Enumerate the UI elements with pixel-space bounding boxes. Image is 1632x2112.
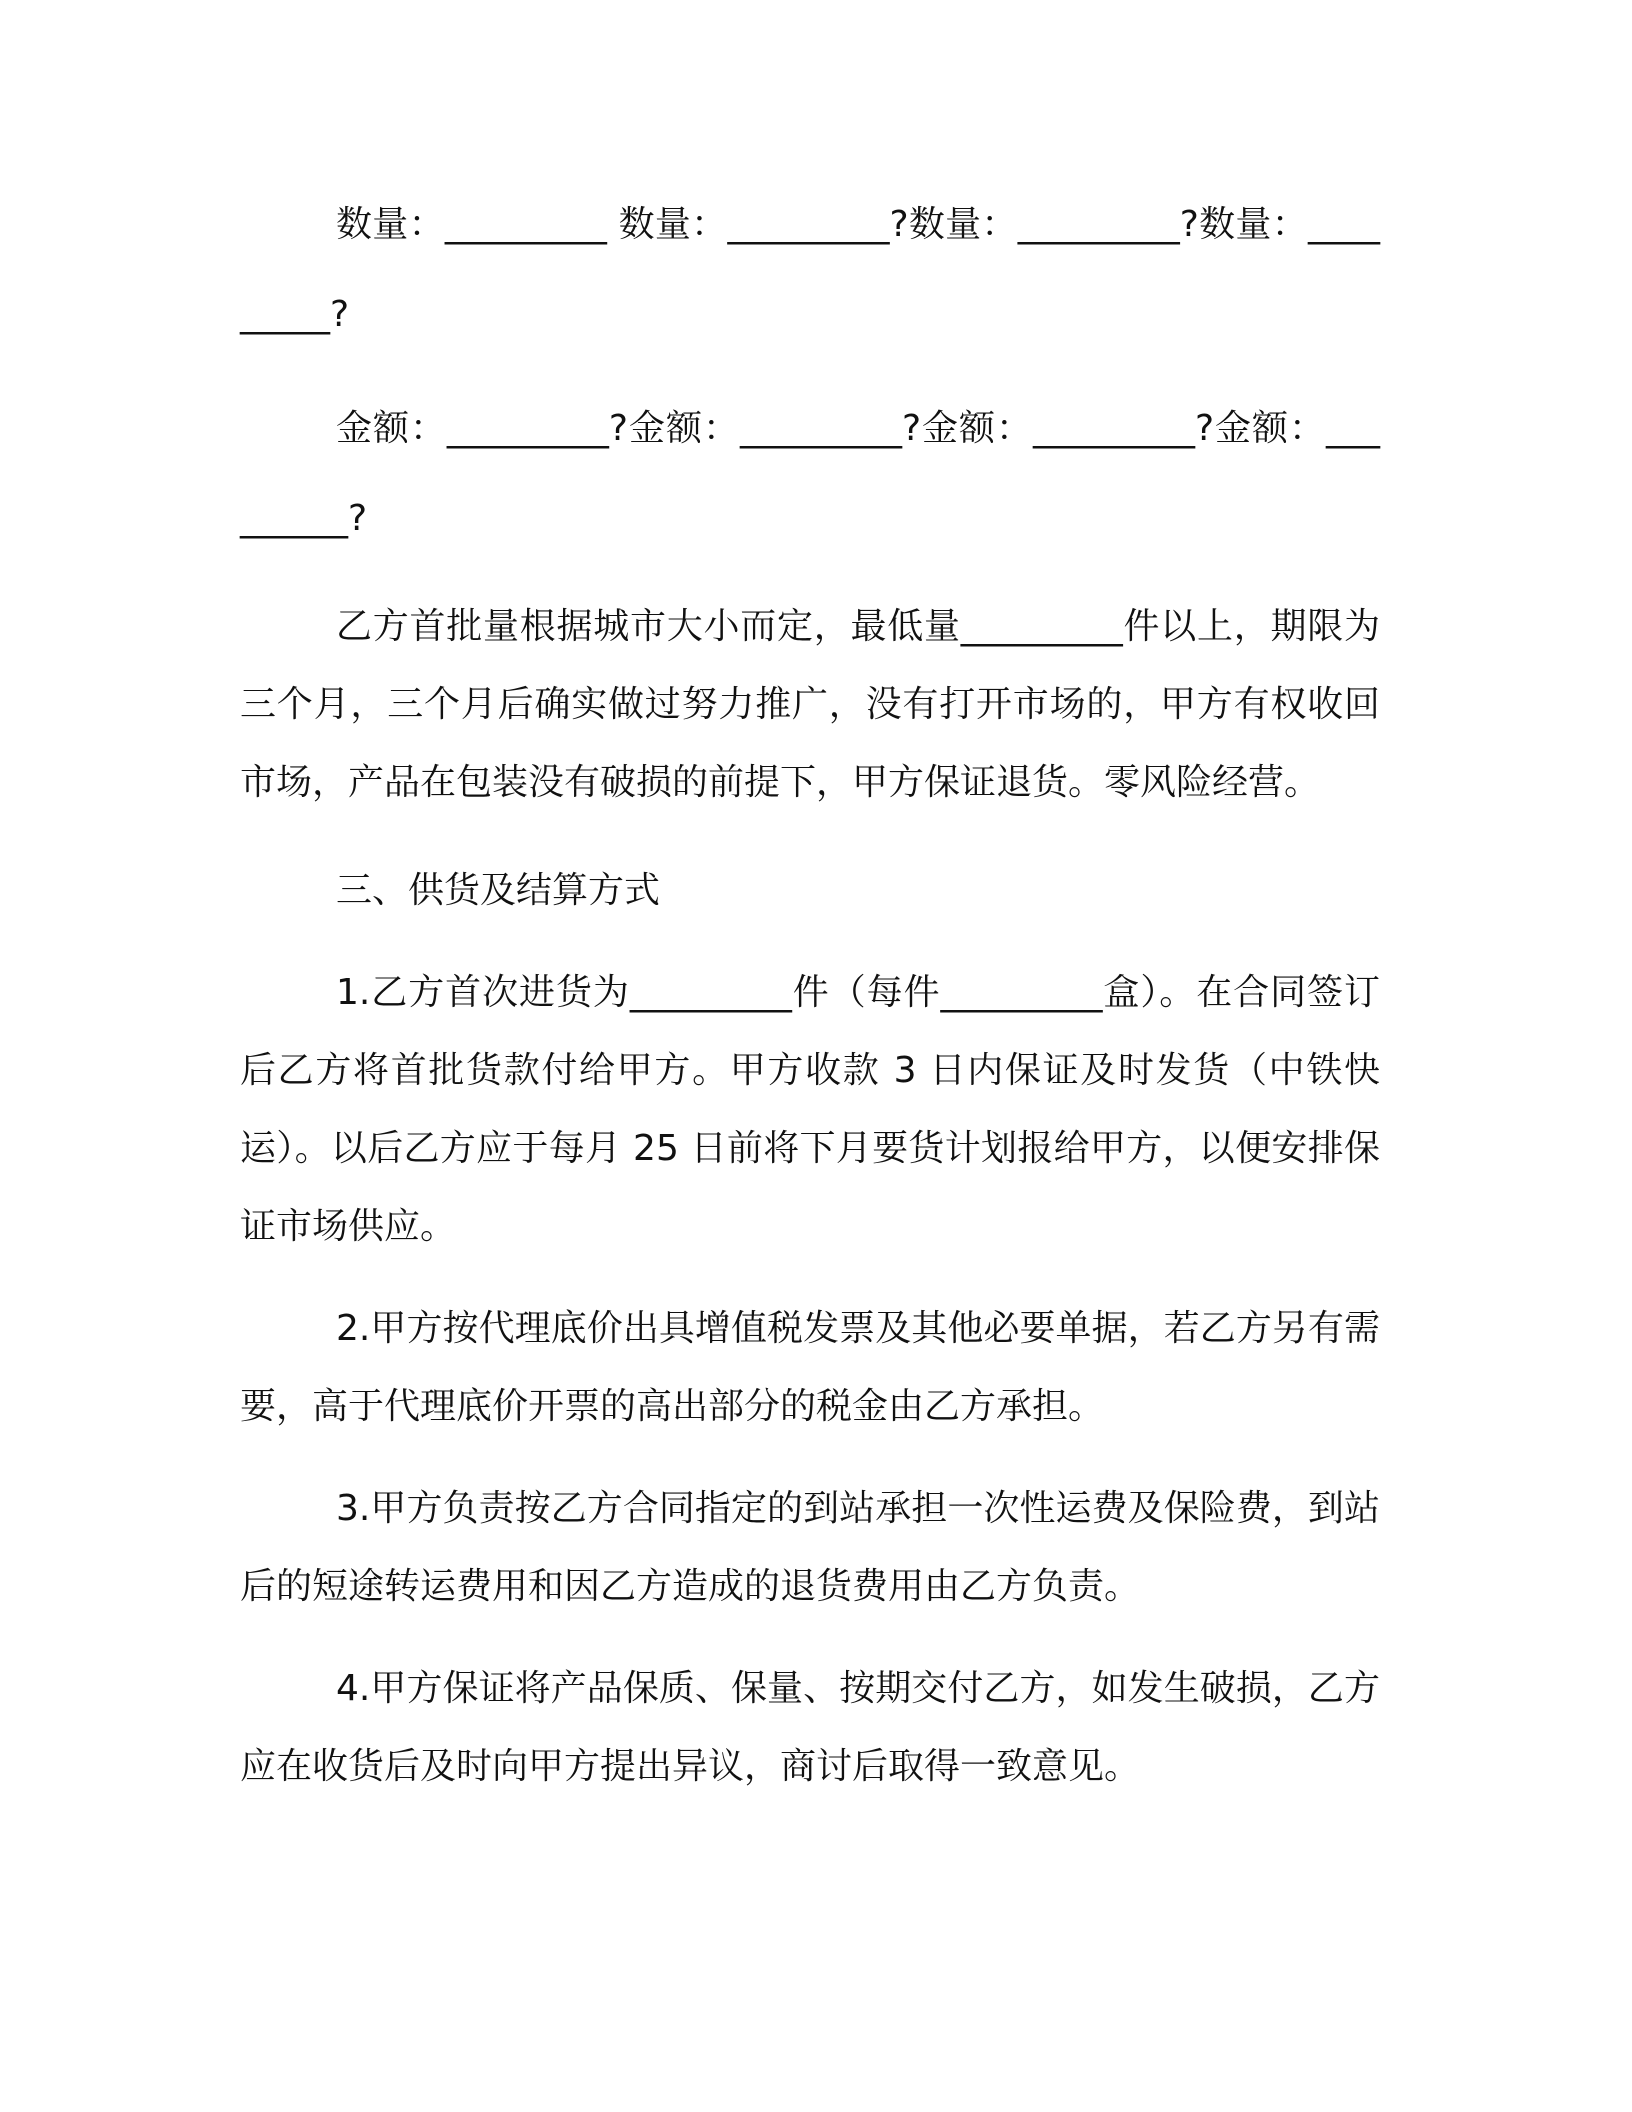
clause-2: 2.甲方按代理底价出具增值税发票及其他必要单据，若乙方另有需要，高于代理底价开票的高出部分的税金由乙方承担。 [240,1308,1380,1427]
clause-3: 3.甲方负责按乙方合同指定的到站承担一次性运费及保险费，到站后的短途转运费用和因乙方造成的退货费用由乙方负责。 [240,1488,1380,1607]
section-heading-supply: 三、供货及结算方式 [336,870,661,911]
amount-fields: 金额：_________?金额：_________?金额：_________?金额：_________? [240,408,1380,539]
clause-4: 4.甲方保证将产品保质、保量、按期交付乙方，如发生破损，乙方应在收货后及时向甲方提出异议，商讨后取得一致意见。 [240,1668,1380,1787]
document-page [240,180,1380,1806]
clause-1: 1.乙方首次进货为_________件（每件_________盒）。在合同签订后乙方将首批货款付给甲方。甲方收款 3 日内保证及时发货（中铁快运）。以后乙方应于每月 25 日前将下月要货计划报给甲方，以便安排保证市场供应。 [240,972,1380,1247]
quantity-fields: 数量：_________ 数量：_________?数量：_________?数量：_________? [240,204,1380,335]
first-batch-paragraph: 乙方首批量根据城市大小而定，最低量_________件以上，期限为三个月，三个月后确实做过努力推广，没有打开市场的，甲方有权收回市场，产品在包装没有破损的前提下，甲方保证退货。零风险经营。 [240,606,1380,803]
